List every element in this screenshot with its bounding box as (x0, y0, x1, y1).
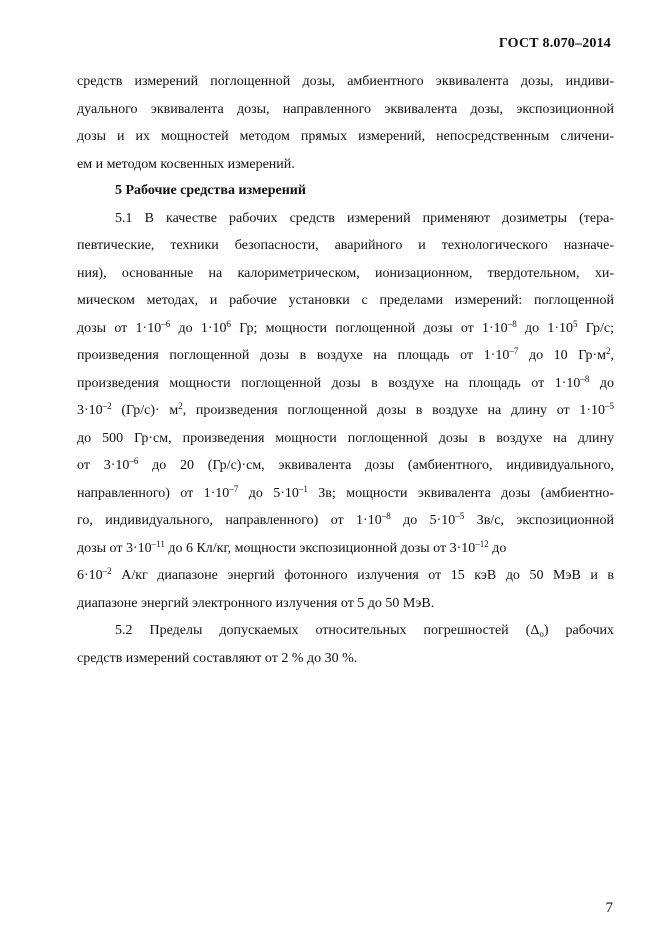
text-line: го, индивидуального, направленного) от $1\cdot 10^{-8}$ до $5\cdot 10^{-5}$ Зв/с, экспозиционной (77, 511, 614, 528)
text-line: мическом методах, и рабочие установки с пределами измерений: поглощенной (77, 293, 614, 308)
text-line: диапазоне энергий электронного излучения от 5 до 50 МэВ. (77, 595, 435, 611)
document-code: ГОСТ 8.070–2014 (498, 36, 611, 51)
text-line: дозы от $3\cdot 10^{-11}$ до 6 Кл/кг, мощности экспозиционной дозы от $3\cdot 10^{-12}$ до (77, 538, 507, 556)
text-line: $3\cdot 10^{-2}$ $(Гр/с)\cdot м^2$, произведения поглощенной дозы в воздухе на длину от $1\cdot 10^{-5}$ (77, 401, 614, 418)
text-line: ем и методом косвенных измерений. (77, 156, 295, 172)
text-line: дуального эквивалента дозы, направленного эквивалента дозы, экспозиционной (77, 101, 614, 117)
text-line: дозы от $1\cdot 10^{-6}$ до $1\cdot 10^6$ Гр; мощности поглощенной дозы от $1\cdot 10^{-8}$ до $1\cdot 10^5$ Гр/с; (77, 318, 614, 336)
text-line: от $3\cdot 10^{-6}$ до 20 (Гр/с)·см, эквивалента дозы (амбиентного, индивидуального, (77, 456, 614, 473)
paragraph-5-1 (77, 205, 614, 618)
text-line: произведения мощности поглощенной дозы в воздухе на площадь от $1\cdot 10^{-8}$ до (77, 373, 614, 391)
main-content (77, 177, 614, 672)
page-number: 7 (605, 900, 613, 916)
text-line: $6\cdot 10^{-2}$ А/кг диапазоне энергий фотонного излучения от 15 кэВ до 50 МэВ и в (77, 566, 614, 583)
text-line: средств измерений составляют от 2 % до 30 %. (77, 650, 358, 666)
text-line: произведения поглощенной дозы в воздухе на площадь от $1\cdot 10^{-7}$ до 10 $Гр\cdot м^2$, (77, 346, 614, 363)
section-heading: 5 Рабочие средства измерений (115, 183, 306, 198)
paragraph-5-2 (77, 617, 614, 672)
text-line: до 500 Гр·см, произведения мощности поглощенной дозы в воздухе на длину (77, 430, 614, 446)
text-line: средств измерений поглощенной дозы, амбиентного эквивалента дозы, индиви- (77, 74, 614, 89)
text-line: 5.1 В качестве рабочих средств измерений применяют дозиметры (тера- (115, 210, 614, 226)
text-line: певтические, техники безопасности, аварийного и технологического назначе- (77, 238, 614, 253)
text-line: дозы и их мощностей методом прямых измерений, непосредственным сличени- (77, 129, 614, 144)
text-line: ния), основанные на калориметрическом, ионизационном, твердотельном, хи- (77, 265, 614, 281)
text-line: направленного) от $1\cdot 10^{-7}$ до $5\cdot 10^{-1}$ Зв; мощности эквивалента дозы (амбиентно- (77, 483, 614, 501)
intro-paragraph (77, 68, 614, 178)
text-line: 5.2 Пределы допускаемых относительных погрешностей $(\Delta_о)$ рабочих (115, 623, 614, 639)
